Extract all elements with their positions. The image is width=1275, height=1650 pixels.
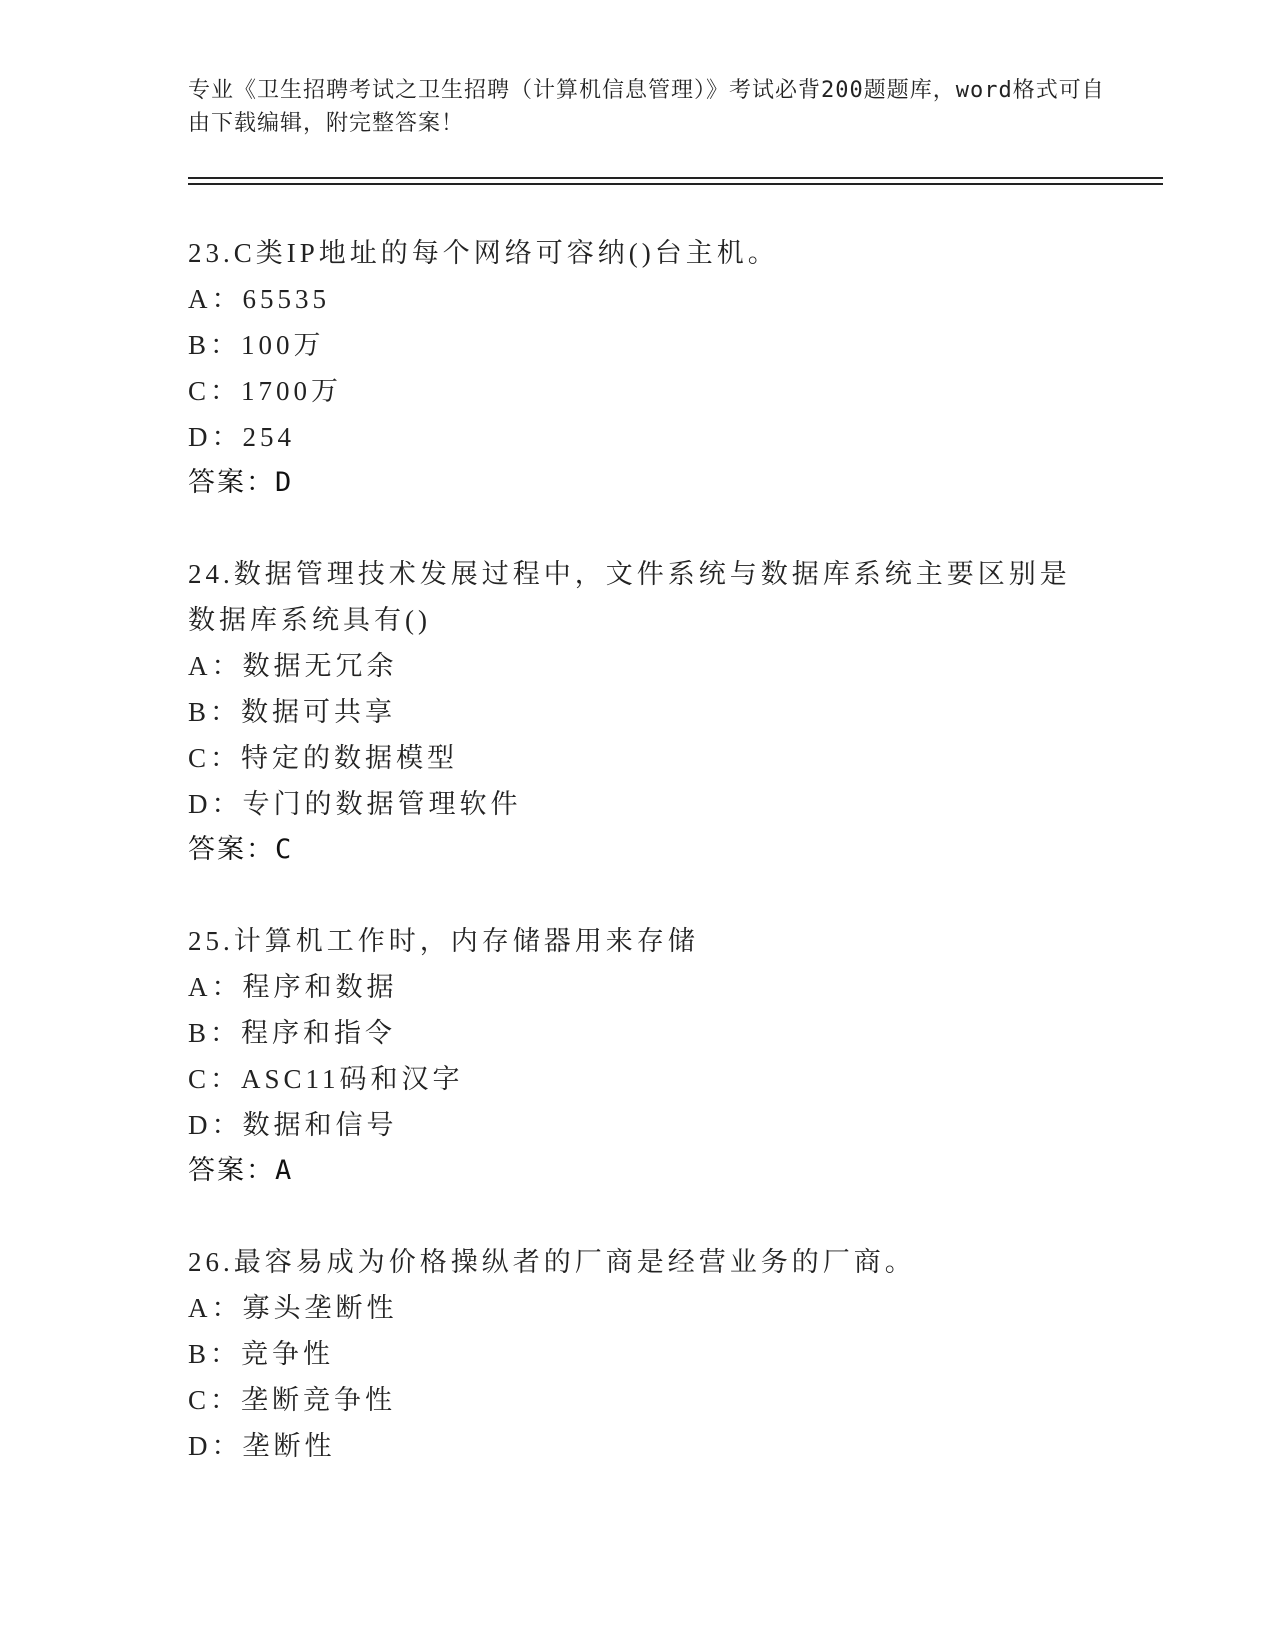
question-item [188, 918, 1088, 1194]
option-a: A：寡头垄断性 [188, 1293, 398, 1323]
question-text: 25.计算机工作时，内存储器用来存储 [188, 926, 699, 956]
option-c: C：特定的数据模型 [188, 743, 459, 773]
question-item [188, 1239, 1088, 1469]
option-c: C：ASC11码和汉字 [188, 1064, 464, 1094]
option-d: D：254 [188, 422, 295, 452]
question-text: 26.最容易成为价格操纵者的厂商是经营业务的厂商。 [188, 1247, 916, 1277]
answer-line: 答案：A [188, 1155, 294, 1186]
answer-line: 答案：C [188, 834, 294, 865]
header-divider-top [188, 177, 1163, 179]
option-d: D：数据和信号 [188, 1110, 398, 1140]
option-b: B：程序和指令 [188, 1018, 397, 1048]
question-text: 23.C类IP地址的每个网络可容纳()台主机。 [188, 238, 779, 268]
option-d: D：专门的数据管理软件 [188, 789, 522, 819]
option-c: C：1700万 [188, 376, 343, 406]
document-header: 专业《卫生招聘考试之卫生招聘（计算机信息管理）》考试必背200题题库，word格式可自由下载编辑，附完整答案！ [188, 78, 1105, 136]
option-b: B：数据可共享 [188, 697, 397, 727]
option-a: A：65535 [188, 284, 330, 314]
option-a: A：程序和数据 [188, 972, 398, 1002]
option-d: D：垄断性 [188, 1431, 336, 1461]
option-b: B：100万 [188, 330, 325, 360]
question-text: 24.数据管理技术发展过程中，文件系统与数据库系统主要区别是数据库系统具有() [188, 559, 1071, 635]
question-list [188, 230, 1088, 1514]
option-c: C：垄断竞争性 [188, 1385, 397, 1415]
question-item [188, 551, 1088, 873]
answer-line: 答案：D [188, 467, 294, 498]
option-a: A：数据无冗余 [188, 651, 398, 681]
option-b: B：竞争性 [188, 1339, 335, 1369]
header-divider-bottom [188, 183, 1163, 185]
question-item [188, 230, 1088, 506]
